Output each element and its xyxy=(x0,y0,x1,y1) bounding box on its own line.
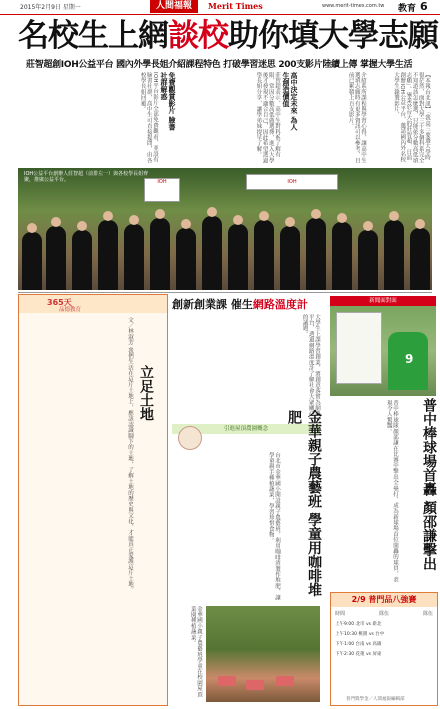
mid-headline xyxy=(172,296,320,310)
sub-article-band: 引進屋頂農園概念 xyxy=(172,424,320,434)
sub-article-title: 金華親子農藝班 學童用咖啡堆肥 xyxy=(286,410,322,597)
main-story-subhead-2: 免費觀賞影片 臉書社群解惑 xyxy=(160,72,177,131)
banner-sign: IOH xyxy=(246,174,338,190)
photo-caption: IOH公益平台創辦人莊智超（前排左一）與各校學長姐齊聚，推廣公益平台。 xyxy=(24,171,149,183)
sub-article-text: 台北市金華國小開設親子農藝班，利用咖啡渣製作堆肥，讓學童親手種植蔬菜，學習珍惜食物。 xyxy=(267,452,280,601)
column-text: 文／林淑芳 我們生活在這片土地上，應該認識腳下的土地，了解土地的歷史與文化，才能真正愛護這片土地。 xyxy=(127,317,133,593)
garden-caption: 金華國小親子農藝班學童在校園屋頂菜園種植蔬菜。 xyxy=(189,606,202,698)
mid-headline-highlight: 網路溫度計 xyxy=(252,298,308,311)
right-column-header: 新聞面對面 xyxy=(330,296,436,306)
column-badge: 365天 xyxy=(47,298,72,307)
schedule-footer: 普門獎學金／人間福報編輯部 xyxy=(346,697,405,702)
jersey-number: 9 xyxy=(405,352,414,366)
main-story-subhead-1: 高中決定未來 為人生創造價值 xyxy=(282,72,299,131)
section-label: 教育 xyxy=(398,4,417,14)
website-url[interactable]: www.merit-times.com.tw xyxy=(322,3,385,9)
ioh-sign: IOH xyxy=(144,178,180,202)
headline-part-1: 名校生上網 xyxy=(18,18,168,54)
garden-photo xyxy=(206,606,320,702)
kid-illustration-icon xyxy=(178,426,202,450)
mid-article-text: 大學生上課學習創業，將創意落實為網路平台，透過網路溫度計了解社會大眾關心的議題。 xyxy=(301,314,320,417)
schedule-title: 2/9 普門品八強賽 xyxy=(331,593,437,607)
baseball-player-photo xyxy=(330,306,436,396)
column-title: 立足土地 xyxy=(138,365,154,421)
schedule-columns xyxy=(335,610,433,617)
divider xyxy=(18,292,432,293)
whiteboard xyxy=(336,312,382,384)
page-number: 6 xyxy=(420,0,428,13)
group-photo xyxy=(18,168,432,290)
schedule-col: 隊伍 xyxy=(422,611,433,617)
schedule-col: 時間 xyxy=(335,611,346,617)
main-story-col-6: IOH平台影片全部免費觀看，並設有臉書社群，高中生可直接提問，由各校學長姐回覆。 xyxy=(139,72,158,164)
main-story-col-1: 【本報台北訊】「我高三要選大學時很茫然，面對大學三千多個科系完全不知道該怎麼選，只能依分數高低填志願」。畢業於台大的莊智超，日前創辦IOH公益平台，邀請國內外名校大學生錄製影片， xyxy=(392,72,430,164)
schedule-box xyxy=(330,592,438,706)
schedule-row: 上午9:00 北市 vs 新北 xyxy=(335,622,382,627)
main-story-col-4: 莊智超表示，高中生對科系了解有限，常因分數高低做選擇，進入大學後才發現不適合自己，因此希望透過學長姐分享，讓學弟妹提早了解。 xyxy=(255,72,280,164)
schedule-row: 上午10:30 桃園 vs 台中 xyxy=(335,632,385,637)
main-headline xyxy=(18,16,438,56)
schedule-row: 下午1:00 台南 vs 高雄 xyxy=(335,642,382,647)
mid-headline-pre: 創新創業課 催生 xyxy=(172,298,253,311)
column-box-header xyxy=(19,295,167,313)
newspaper-logo: 人間福報 xyxy=(150,0,198,13)
column-box-land xyxy=(18,294,168,706)
right-column-title: 普中棒球場首轟 顏邵謙擊出 xyxy=(421,398,437,571)
right-column-text: 普中棒球隊顏邵謙在比賽中擊出全壘打，成為新球場首位開轟的球員，表現令人驚豔。 xyxy=(385,400,398,583)
schedule-row: 下午2:30 花蓮 vs 屏東 xyxy=(335,652,382,657)
page-header-bar xyxy=(0,0,440,15)
newspaper-logo-english: Merit Times xyxy=(208,1,263,11)
headline-highlight: 談校 xyxy=(168,18,228,54)
sub-headline: 莊智超創IOH公益平台 國內外學長姐介紹課程特色 打破學習迷思 200支影片陸續上傳 掌握大學生活 xyxy=(26,60,413,70)
issue-date: 2015年2月9日 星期一 xyxy=(20,4,81,11)
column-badge-sub: 品德教育 xyxy=(59,307,82,313)
schedule-col: 隊伍 xyxy=(378,611,389,617)
headline-part-2: 助你填大學志願 xyxy=(228,18,438,54)
main-story-col-2: 介紹系所課程與學習心得，讓高中生選填志願時有更多資訊可以參考，目前已累積上百支影片。 xyxy=(347,72,366,164)
